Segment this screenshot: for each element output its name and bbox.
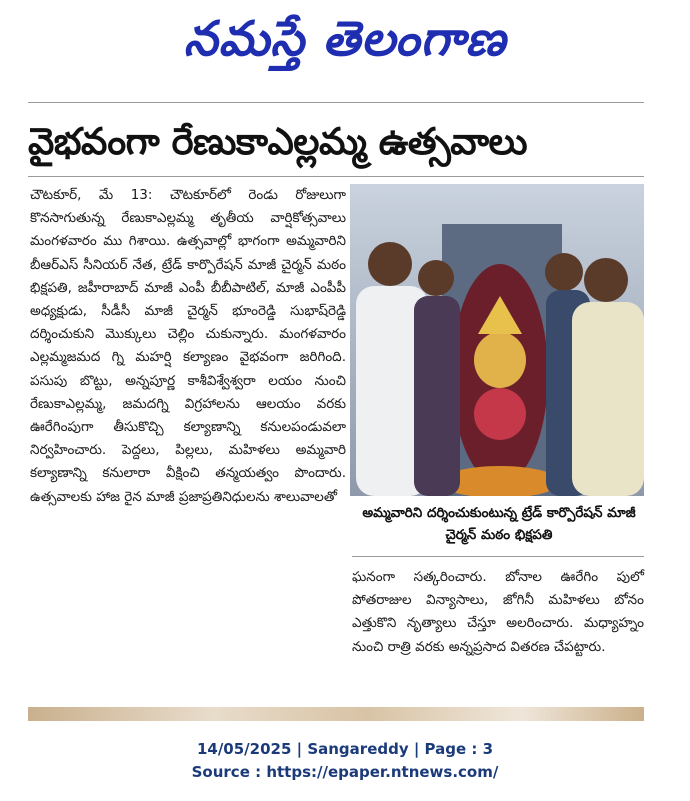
top-divider [28,102,644,103]
caption-divider [352,556,644,557]
temple-photo-illustration [350,184,644,496]
footer-source: Source : https://epaper.ntnews.com/ [191,763,499,781]
article-body-left-column [30,184,346,509]
footer-date-edition: 14/05/2025 | Sangareddy | Page : 3 [196,740,494,758]
newspaper-masthead: నమస్తే తెలంగాణ [183,11,507,67]
article-photo [350,184,644,496]
photo-caption: అమ్మవారిని దర్శించుకుంటున్న ట్రేడ్ కార్పొరేషన్ మాజీ చైర్మన్ మఠం భిక్షపతి [362,505,636,543]
article-body-text: చౌటకూర్, మే 13: చౌటకూర్‌లో రెండు రోజులుగా కొనసాగుతున్న రేణుకాఎల్లమ్మ తృతీయ వార్షికోత్సవాలు మంగళవారం ము గిశాయి. ఉత్సవాల్లో భాగంగా అమ్మవారిని బీఆర్‌ఎస్ సీనియర్ నేత, ట్రేడ్ కార్పొరేషన్ మాజీ చైర్మన్ మఠం భిక్షపతి, జహీరాబాద్ మాజీ ఎంపీ బీబీపాటిల్, మాజీ ఎంపీపీ అధ్యక్షుడు, సీడీసీ మాజీ చైర్మన్ భూంరెడ్డి సుభాష్‌రెడ్డి దర్శించుకుని మొక్కులు చెల్లిం చుకున్నారు. మంగళవారం ఎల్లమ్మజమద గ్ని మహర్షి కల్యాణం వైభవంగా జరిగింది. పసుపు బొట్టు, అన్నపూర్ణ కాశీవిశ్వేశ్వరా లయం నుంచి రేణుకాఎల్లమ్మ, జమదగ్ని విగ్రహాలను ఆలయం వరకు ఊరేగింపుగా తీసుకొచ్చి కల్యాణాన్ని కనులపండువలా నిర్వహించారు. పెద్దలు, పిల్లలు, మహిళలు అమ్మవారి కల్యాణాన్ని కనులారా వీక్షించి తన్మయత్వం పొందారు. ఉత్సవాలకు హాజ రైన మాజీ ప్రజాప్రతినిధులను శాలువాలతో [30,187,346,505]
headline-divider [28,176,644,177]
article-body-text-continued: ఘనంగా సత్కరించారు. బోనాల ఊరేగిం పులో పోతరాజుల విన్యాసాలు, జోగినీ మహిళలు బోనం ఎత్తుకొని నృత్యాలు చేస్తూ అలరించారు. మధ్యాహ్నం నుంచి రాత్రి వరకు అన్నప్రసాద వితరణ చేపట్టారు. [352,569,644,655]
article-body-right-column [352,566,644,659]
article-headline: వైభవంగా రేణుకాఎల్లమ్మ ఉత్సవాలు [28,120,528,163]
adjacent-article-photo-strip [28,707,644,721]
